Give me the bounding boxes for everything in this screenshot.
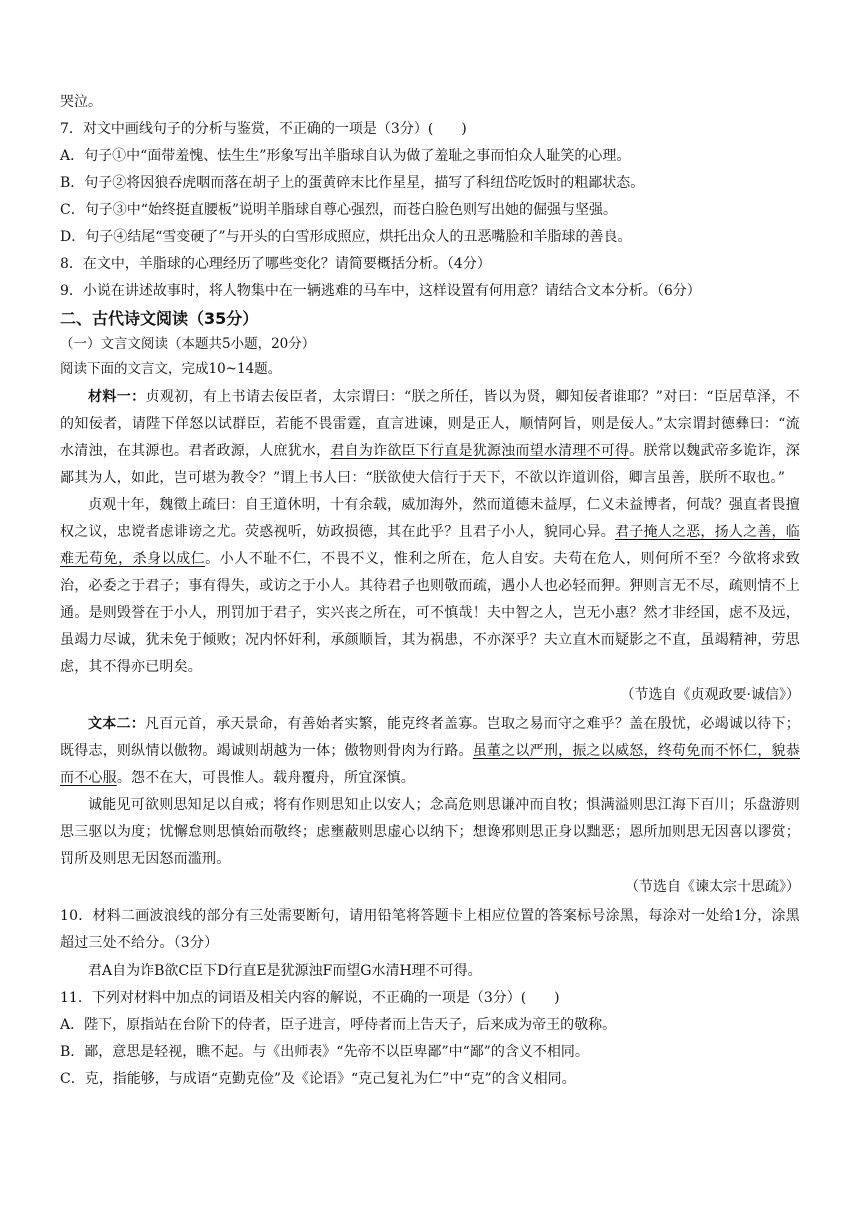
question-11-option-a: A．陛下，原指站在台阶下的侍者，臣子进言，呼侍者而上告天子，后来成为帝王的敬称。: [60, 1017, 617, 1033]
document-page: [60, 92, 800, 1096]
question-7-option-b: B．句子②将因狼吞虎咽而落在胡子上的蛋黄碎末比作星星，描写了科纽岱吃饭时的粗鄙状态。: [60, 175, 645, 191]
question-11-option-b: B．鄙，意思是轻视，瞧不起。与《出师表》“先帝不以臣卑鄙”中“鄙”的含义不相同。: [60, 1044, 589, 1060]
underlined-sentence: 君子掩人之恶，扬人之善，临难无苟免，杀身以成仁: [60, 524, 800, 567]
question-9: 9．小说在讲述故事时，将人物集中在一辆逃难的马车中，这样设置有何用意？请结合文本分析。（6分）: [60, 283, 701, 299]
material-1-label: 材料一：: [88, 389, 146, 405]
material-2-label: 文本二：: [88, 716, 145, 732]
question-7-option-d: D．句子④结尾“雪变硬了”与开头的白雪形成照应，烘托出众人的丑恶嘴脸和羊脂球的善良。: [60, 229, 632, 245]
question-7-option-c: C．句子③中“始终挺直腰板”说明羊脂球自尊心强烈，而苍白脸色则写出她的倔强与坚强。: [60, 202, 618, 218]
question-10-answer-line: 君A自为诈B欲C臣下D行直E是犹源浊F而望G水清H理不可得。: [88, 963, 482, 979]
underlined-sentence: 虽董之以严刑，振之以威怒，终苟免而不怀仁，貌恭而不心服: [60, 743, 800, 786]
question-8: 8．在文中，羊脂球的心理经历了哪些变化？请简要概括分析。（4分）: [60, 256, 491, 272]
material-2-paragraph-1: 文本二：凡百元首，承天景命，有善始者实繁，能克终者盖寡。岂取之易而守之难乎？盖在殷忧，必竭诚以待下；既得志，则纵情以傲物。竭诚则胡越为一体；傲物则骨肉为行路。虽董之以严刑，振之以威怒，终苟免而不怀仁，貌恭而不心服。怨不在大，可畏惟人。载舟覆舟，所宜深慎。: [60, 716, 800, 786]
subsection-1-title: （一）文言文阅读（本题共5小题，20分）: [60, 336, 316, 352]
question-11-option-c: C．克，指能够，与成语“克勤克俭”及《论语》“克己复礼为仁”中“克”的含义相同。: [60, 1071, 576, 1087]
question-11-stem: 11．下列对材料中加点的词语及相关内容的解说，不正确的一项是（3分）( ): [60, 990, 560, 1006]
question-10-stem: 10．材料二画波浪线的部分有三处需要断句，请用铅笔将答题卡上相应位置的答案标号涂黑，每涂对一处给1分，涂黑超过三处不给分。（3分）: [60, 908, 800, 951]
question-7-stem: 7．对文中画线句子的分析与鉴赏，不正确的一项是（3分）( ): [60, 121, 467, 137]
material-1-paragraph-1: 材料一：贞观初，有上书请去佞臣者，太宗谓曰：“朕之所任，皆以为贤，卿知佞者谁耶？”对曰：“臣居草泽，不的知佞者，请陛下佯怒以试群臣，若能不畏雷霆，直言进谏，则是正人，顺情阿旨，则是佞人。”太宗谓封德彝曰：“流水清浊，在其源也。君者政源，人庶犹水，君自为诈欲臣下行直是犹源浊而望水清理不可得。朕常以魏武帝多诡诈，深鄙其为人，如此，岂可堪为教令？”谓上书人曰：“朕欲使大信行于天下，不欲以诈道训俗，卿言虽善，朕所不取也。”: [60, 389, 800, 486]
section-2-title: 二、古代诗文阅读（35分）: [60, 309, 259, 328]
material-1-paragraph-2: 贞观十年，魏徵上疏曰：自王道休明，十有余载，威加海外，然而道德未益厚，仁义未益博者，何哉？强直者畏擅权之议，忠谠者虑诽谤之尤。荧惑视听，妨政损德，其在此乎？且君子小人，貌同心异。君子掩人之恶，扬人之善，临难无苟免，杀身以成仁。小人不耻不仁，不畏不义，惟利之所在，危人自安。夫苟在危人，则何所不至？今欲将求致治，必委之于君子；事有得失，或访之于小人。其待君子也则敬而疏，遇小人也必轻而狎。狎则言无不尽，疏则情不上通。是则毁誉在于小人，刑罚加于君子，实兴丧之所在，可不慎哉！夫中智之人，岂无小惠？然才非经国，虑不及远，虽竭力尽诚，犹未免于倾败；况内怀奸利，承颜顺旨，其为祸患，不亦深乎？夫立直木而疑影之不直，虽竭精神，劳思虑，其不得亦已明矣。: [60, 497, 801, 675]
material-2-paragraph-2: 诚能见可欲则思知足以自戒；将有作则思知止以安人；念高危则思谦冲而自牧；惧满溢则思江海下百川；乐盘游则思三驱以为度；忧懈怠则思慎始而敬终；虑壅蔽则思虚心以纳下；想谗邪则思正身以黜恶；恩所加则思无因喜以谬赏；罚所及则思无因怒而滥刑。: [60, 797, 800, 867]
top-fragment: 哭泣。: [60, 94, 102, 110]
wavy-underlined-sentence: 君自为诈欲臣下行直是犹源浊而望水清理不可得: [330, 443, 630, 459]
material-1-source: （节选自《贞观政要·诚信》）: [620, 687, 800, 703]
question-7-option-a: A．句子①中“面带羞愧、怯生生”形象写出羊脂球自认为做了羞耻之事而怕众人耻笑的心理。: [60, 148, 631, 164]
material-2-source: （节选自《谏太宗十思疏》）: [625, 879, 800, 895]
reading-instruction: 阅读下面的文言文，完成10~14题。: [60, 361, 282, 377]
